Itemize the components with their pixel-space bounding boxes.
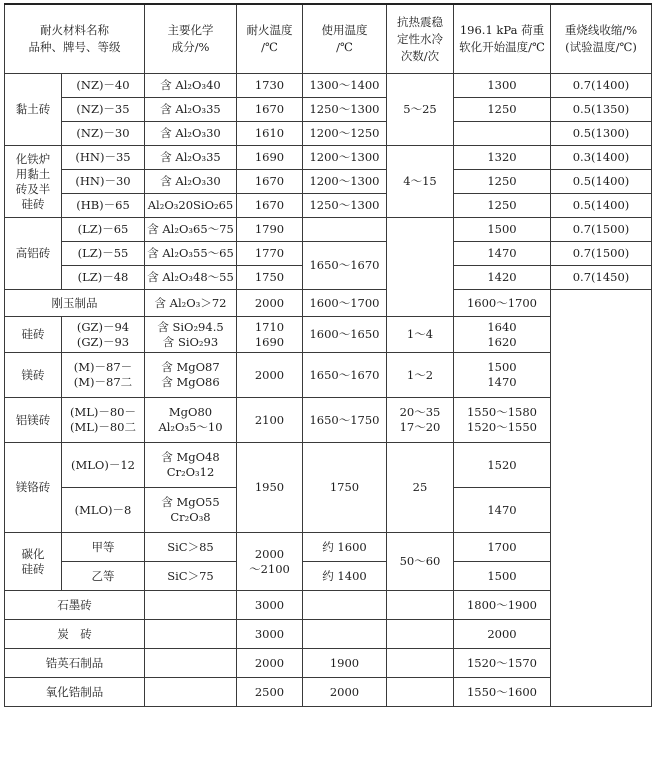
- table-row: 刚玉制品 含 Al₂O₃＞72 2000 1600～1700 1600～1700: [5, 290, 652, 317]
- refractory-table: [4, 3, 652, 707]
- table-row: 镁铬砖 (MLO)－12 含 MgO48 Cr₂O₃12 1950 1750 25 1520: [5, 443, 652, 488]
- table-row: (NZ)－30 含 Al₂O₃30 1610 1200～1250 0.5(1300): [5, 122, 652, 146]
- table-row: (LZ)－55 含 Al₂O₃55～65 1770 1650～1670 1470 0.7(1500): [5, 242, 652, 266]
- group-label: 镁铬砖: [5, 443, 62, 533]
- header-thermal-shock: 抗热震稳 定性水冷 次数/次: [387, 4, 454, 74]
- table-row: 乙等 SiC＞75 约 1400 1500: [5, 562, 652, 591]
- group-label: 石墨砖: [5, 591, 145, 620]
- header-softening: 196.1 kPa 荷重 软化开始温度/℃: [454, 4, 551, 74]
- table-row: (LZ)－48 含 Al₂O₃48～55 1750 1420 0.7(1450): [5, 266, 652, 290]
- group-label: 硅砖: [5, 317, 62, 353]
- table-row: 高铝砖 (LZ)－65 含 Al₂O₃65～75 1790 1500 0.7(1500): [5, 218, 652, 242]
- table-row: 锆英石制品 2000 1900 1520～1570: [5, 649, 652, 678]
- group-label: 氧化锆制品: [5, 678, 145, 707]
- table-row: (MLO)－8 含 MgO55 Cr₂O₃8 1470: [5, 488, 652, 533]
- header-composition: 主要化学 成分/%: [145, 4, 237, 74]
- table-row: 石墨砖 3000 1800～1900: [5, 591, 652, 620]
- table-row: 氧化锆制品 2500 2000 1550～1600: [5, 678, 652, 707]
- table-row: 黏土砖 (NZ)－40 含 Al₂O₃40 1730 1300～1400 5～25 1300 0.7(1400): [5, 74, 652, 98]
- header-service-temp: 使用温度 /℃: [303, 4, 387, 74]
- header-reheat-shrinkage: 重烧线收缩/% (试验温度/℃): [551, 4, 652, 74]
- group-label: 锆英石制品: [5, 649, 145, 678]
- table-row: 炭 砖 3000 2000: [5, 620, 652, 649]
- table-row: (NZ)－35 含 Al₂O₃35 1670 1250～1300 1250 0.5(1350): [5, 98, 652, 122]
- group-label: 炭 砖: [5, 620, 145, 649]
- group-label: 黏土砖: [5, 74, 62, 146]
- table-row: 镁砖 (M)－87－ (M)－87二 含 MgO87 含 MgO86 2000 1650～1670 1～2 1500 1470: [5, 353, 652, 398]
- group-label: 高铝砖: [5, 218, 62, 290]
- group-label: 刚玉制品: [5, 290, 145, 317]
- table-row: (HN)－30 含 Al₂O₃30 1670 1200～1300 1250 0.5(1400): [5, 170, 652, 194]
- group-label: 镁砖: [5, 353, 62, 398]
- group-label: 铝镁砖: [5, 398, 62, 443]
- table-row: 碳化 硅砖 甲等 SiC＞85 2000 ～2100 约 1600 50～60 1700: [5, 533, 652, 562]
- table-row: 铝镁砖 (ML)－80－ (ML)－80二 MgO80 Al₂O₃5～10 2100 1650～1750 20～35 17～20 1550～1580 1520～1550: [5, 398, 652, 443]
- header-refractoriness: 耐火温度 /℃: [237, 4, 303, 74]
- group-label: 碳化 硅砖: [5, 533, 62, 591]
- header-name: 耐火材料名称 品种、牌号、等级: [5, 4, 145, 74]
- group-label: 化铁炉 用黏土 砖及半 硅砖: [5, 146, 62, 218]
- table-row: 化铁炉 用黏土 砖及半 硅砖 (HN)－35 含 Al₂O₃35 1690 1200～1300 4～15 1320 0.3(1400): [5, 146, 652, 170]
- table-row: (HB)－65 Al₂O₃20SiO₂65 1670 1250～1300 1250 0.5(1400): [5, 194, 652, 218]
- table-row: 硅砖 (GZ)－94 (GZ)－93 含 SiO₂94.5 含 SiO₂93 1710 1690 1600～1650 1～4 1640 1620: [5, 317, 652, 353]
